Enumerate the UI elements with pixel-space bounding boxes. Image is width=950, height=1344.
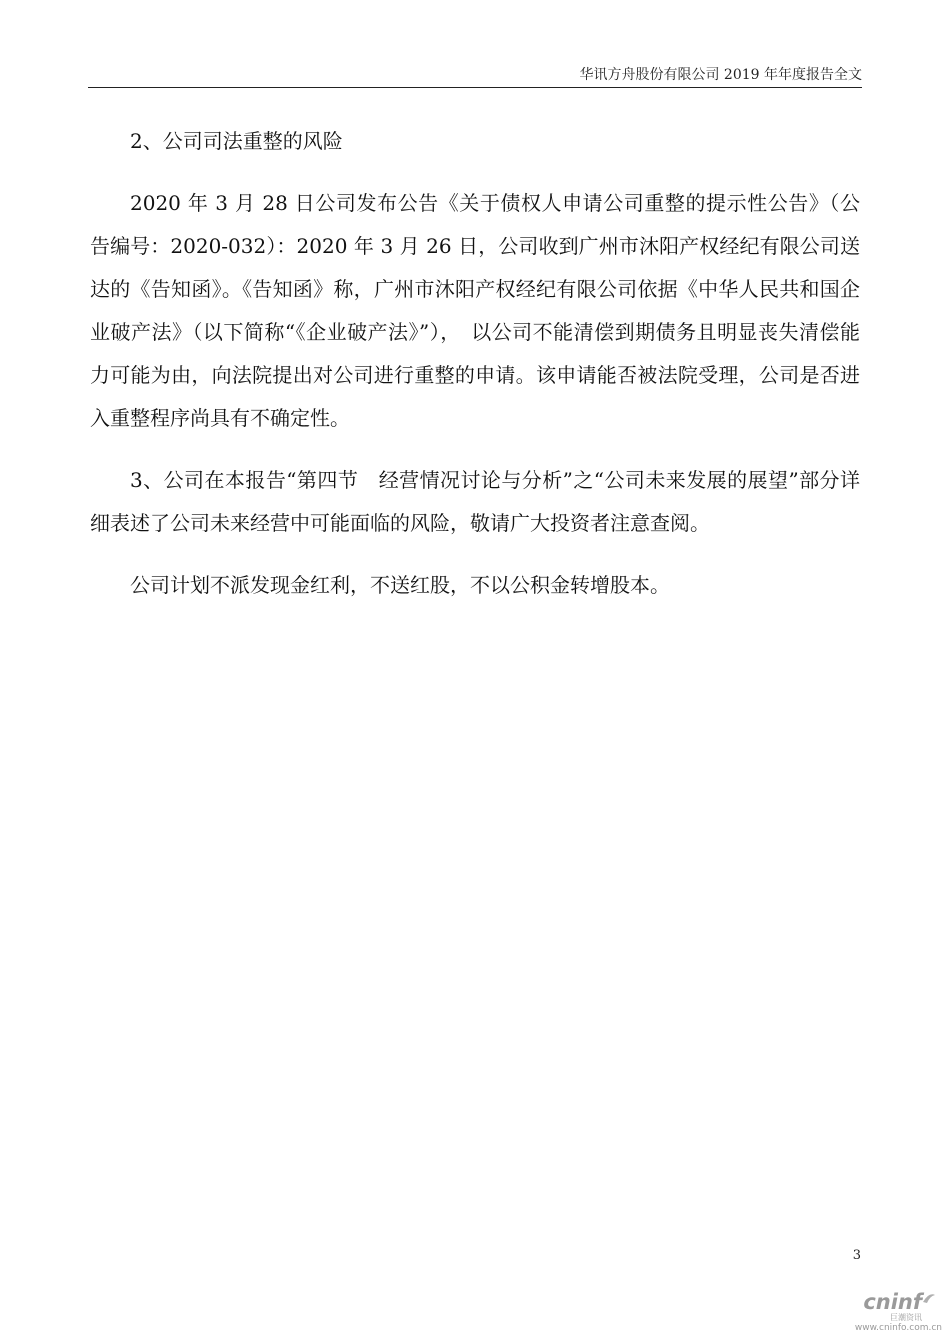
- future-risk-paragraph: 3、公司在本报告“第四节 经营情况讨论与分析”之“公司未来发展的展望”部分详细表述了公司未来经营中可能面临的风险，敬请广大投资者注意查阅。: [90, 468, 860, 535]
- dividend-plan-paragraph: 公司计划不派发现金红利，不送红股，不以公积金转增股本。: [130, 573, 670, 597]
- header-title: 华讯方舟股份有限公司 2019 年年度报告全文: [579, 67, 862, 83]
- logo-url: www.cninfo.com.cn: [854, 1323, 942, 1333]
- header-divider: [88, 87, 862, 88]
- logo-brand: cninf: [863, 1290, 922, 1314]
- logo-subtitle: 巨潮资讯: [890, 1313, 922, 1322]
- cninfo-logo-icon: [922, 1292, 936, 1306]
- page-number: 3: [852, 1248, 861, 1263]
- cninfo-watermark-logo: [854, 1290, 942, 1338]
- restructuring-notice-paragraph: 2020 年 3 月 28 日公司发布公告《关于债权人申请公司重整的提示性公告》（公告编号：2020-032）：2020 年 3 月 26 日，公司收到广州市沐阳产权经纪有限公司送达的《告知函》。《告知函》称，广州市沐阳产权经纪有限公司依据《中华人民共和国企业破产法》（以下简称“《企业破产法》”）， 以公司不能清偿到期债务且明显丧失清偿能力可能为由，向法院提出对公司进行重整的申请。该申请能否被法院受理，公司是否进入重整程序尚具有不确定性。: [90, 191, 860, 430]
- document-body: [90, 120, 860, 626]
- risk-heading-paragraph: 2、公司司法重整的风险: [130, 129, 343, 153]
